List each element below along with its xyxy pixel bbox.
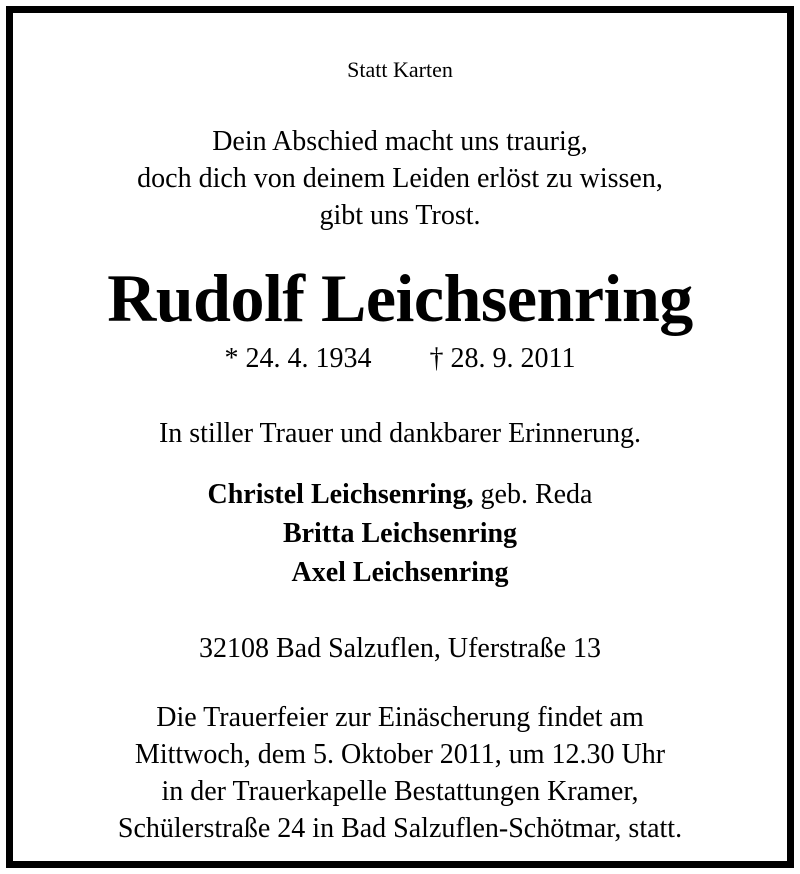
- mourning-line: In stiller Trauer und dankbarer Erinnerung.: [158, 418, 642, 449]
- ceremony-line: in der Trauerkapelle Bestattungen Kramer,: [161, 776, 639, 807]
- ceremony-line: Mittwoch, dem 5. Oktober 2011, um 12.30 Uhr: [134, 739, 666, 770]
- ceremony-block: [13, 699, 787, 847]
- mourner-name: Axel Leichsenring: [291, 557, 509, 588]
- birth-date: * 24. 4. 1934: [224, 343, 372, 374]
- ceremony-line: Schülerstraße 24 in Bad Salzuflen-Schötmar, statt.: [117, 813, 683, 844]
- verse-block: [13, 123, 787, 234]
- verse-line: Dein Abschied macht uns traurig,: [212, 126, 588, 157]
- death-date: † 28. 9. 2011: [429, 343, 576, 374]
- mourner-name: Christel Leichsenring,: [207, 479, 474, 510]
- mourner-row: [13, 475, 787, 514]
- life-dates: [13, 343, 787, 375]
- mourner-maiden-name: geb. Reda: [480, 479, 593, 510]
- ceremony-line: Die Trauerfeier zur Einäscherung findet am: [156, 702, 644, 733]
- verse-line: doch dich von deinem Leiden erlöst zu wissen,: [137, 163, 663, 194]
- header-statt-karten: Statt Karten: [347, 57, 453, 82]
- mourner-name: Britta Leichsenring: [282, 518, 518, 549]
- verse-line: gibt uns Trost.: [319, 200, 481, 231]
- obituary-notice: [6, 6, 794, 868]
- deceased-name: Rudolf Leichsenring: [107, 260, 693, 336]
- family-block: [13, 475, 787, 592]
- family-address: 32108 Bad Salzuflen, Uferstraße 13: [199, 633, 601, 664]
